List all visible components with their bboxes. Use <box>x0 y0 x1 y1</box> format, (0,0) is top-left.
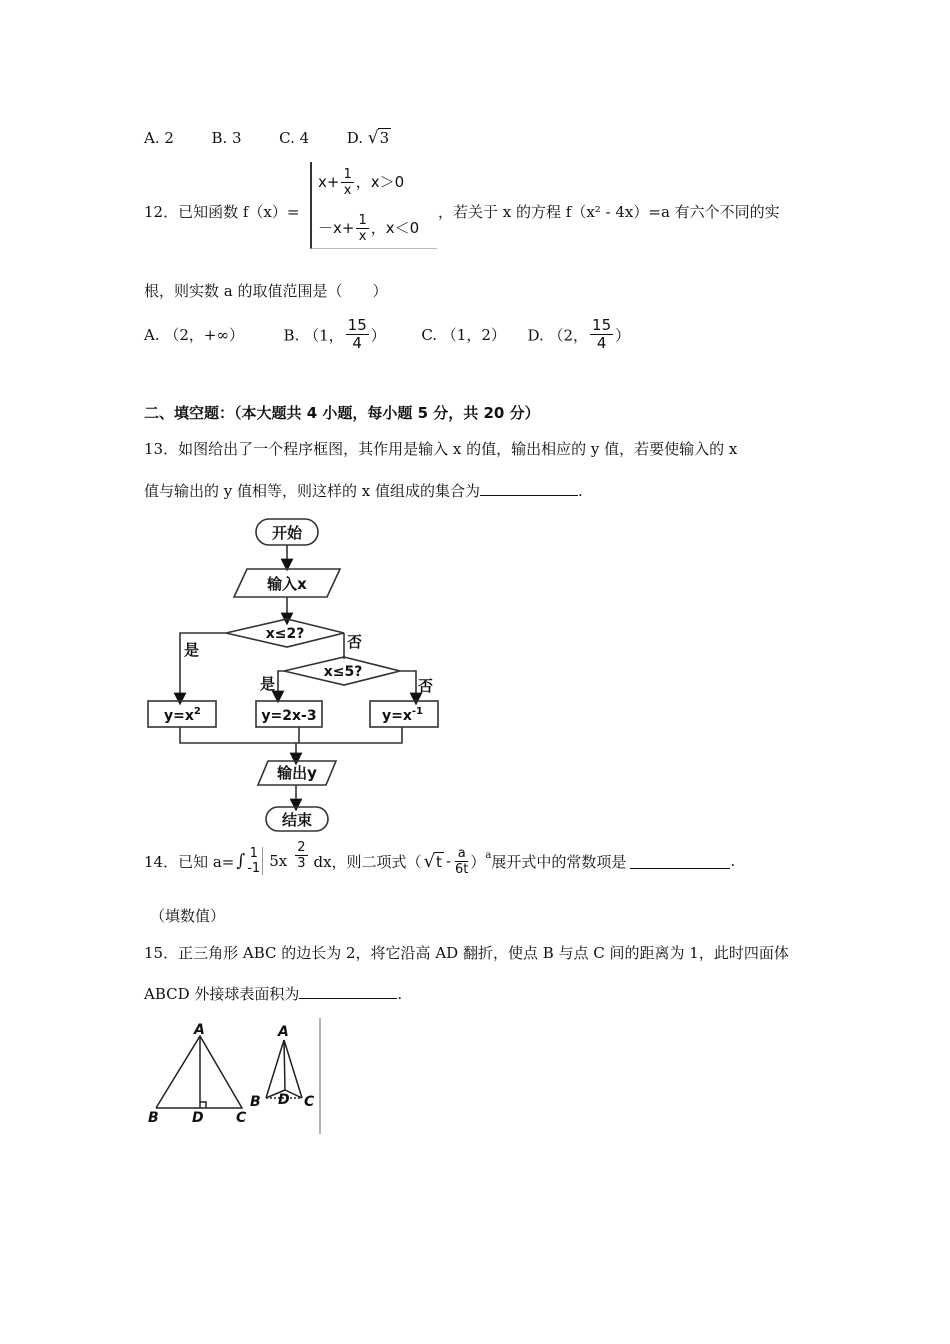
flow-box3-label: $y=x^{-1}$ <box>382 706 423 724</box>
integral-sign: ∫ <box>236 851 246 871</box>
flow-no2-label: 否 <box>418 677 434 695</box>
q13-answer-blank[interactable] <box>480 481 578 496</box>
fig1-label-b: B <box>148 1110 159 1126</box>
q14-line: 14．已知 a= ∫ 1 -1 5x $\frac{2}{3}$ dx，则二项式（ √ t - $\frac{a}{6t}$ ） a 展开式中的常数项是 . <box>144 839 736 877</box>
q12-case2: －x+ $\frac{1}{x}$ ，x＜0 <box>318 213 420 244</box>
flow-output-label: 输出y <box>277 764 317 782</box>
q12-prefix: 12．已知函数 f（x）= <box>144 203 300 221</box>
fig2-label-c: C <box>304 1094 315 1110</box>
q12-suffix: ，若关于 x 的方程 f（x² - 4x）=a 有六个不同的实 <box>438 203 780 221</box>
flow-no1-label: 否 <box>347 633 363 651</box>
flow-start-label: 开始 <box>271 524 303 542</box>
flow-yes1-label: 是 <box>184 641 200 659</box>
q11-options <box>144 128 391 148</box>
q12-option-b: B. （1， $\frac{15}{4}$ ） <box>283 316 386 352</box>
q14-radicand: t <box>436 852 442 871</box>
q13-line2: 值与输出的 y 值相等，则这样的 x 值组成的集合为 . <box>144 482 583 500</box>
section-title: 二、填空题：（本大题共 4 小题，每小题 5 分，共 20 分） <box>144 404 540 422</box>
fig1-label-c: C <box>236 1110 247 1126</box>
q12-case1: x+ $\frac{1}{x}$ ，x＞0 <box>318 167 405 198</box>
q12-options <box>144 318 630 351</box>
integral-power: $\frac{2}{3}$ <box>297 839 306 871</box>
flow-cond1-label: x≤2? <box>265 626 305 642</box>
q12-option-d: D. （2， $\frac{15}{4}$ ） <box>527 316 631 352</box>
q11-option-c: C. 4 <box>279 129 310 147</box>
fig2-label-d: D <box>278 1092 290 1108</box>
q15-line2: ABCD 外接球表面积为 . <box>144 985 403 1003</box>
q15-line1: 15．正三角形 ABC 的边长为 2，将它沿高 AD 翻折，使点 B 与点 C 间的距离为 1，此时四面体 <box>144 944 789 962</box>
q11-option-a: A. 2 <box>144 129 174 147</box>
flow-box1-label: $y=x^2$ <box>164 706 201 724</box>
flow-cond2-label: x≤5? <box>323 664 363 680</box>
fig2-label-b: B <box>250 1094 261 1110</box>
flowchart <box>144 513 444 835</box>
fig1-label-a: A <box>194 1022 205 1038</box>
fig1-label-d: D <box>192 1110 204 1126</box>
q14-answer-blank[interactable] <box>630 854 730 869</box>
triangle-figure <box>144 1016 329 1136</box>
q12-option-a: A. （2，+∞） <box>144 326 244 344</box>
q14-fraction: $\frac{a}{6t}$ <box>455 845 469 877</box>
q14-exponent: a <box>485 849 492 861</box>
flow-end-label: 结束 <box>281 811 313 829</box>
q11-radicand: 3 <box>379 129 390 147</box>
flow-yes2-label: 是 <box>260 675 276 693</box>
flow-box2-label: y=2x-3 <box>261 708 317 724</box>
fig2-label-a: A <box>278 1024 289 1040</box>
flow-input-label: 输入x <box>267 575 307 593</box>
q13-line1: 13．如图给出了一个程序框图，其作用是输入 x 的值，输出相应的 y 值，若要使输入的 x <box>144 440 738 458</box>
integral-limits: 1 -1 <box>247 847 263 875</box>
q12-line2: 根，则实数 a 的取值范围是（ ） <box>144 282 388 300</box>
q12-option-c: C. （1，2） <box>421 326 506 344</box>
q14-note: （填数值） <box>150 907 226 925</box>
q11-option-d: D. √3 <box>346 128 390 148</box>
q15-answer-blank[interactable] <box>299 984 397 999</box>
q11-option-b: B. 3 <box>211 129 242 147</box>
